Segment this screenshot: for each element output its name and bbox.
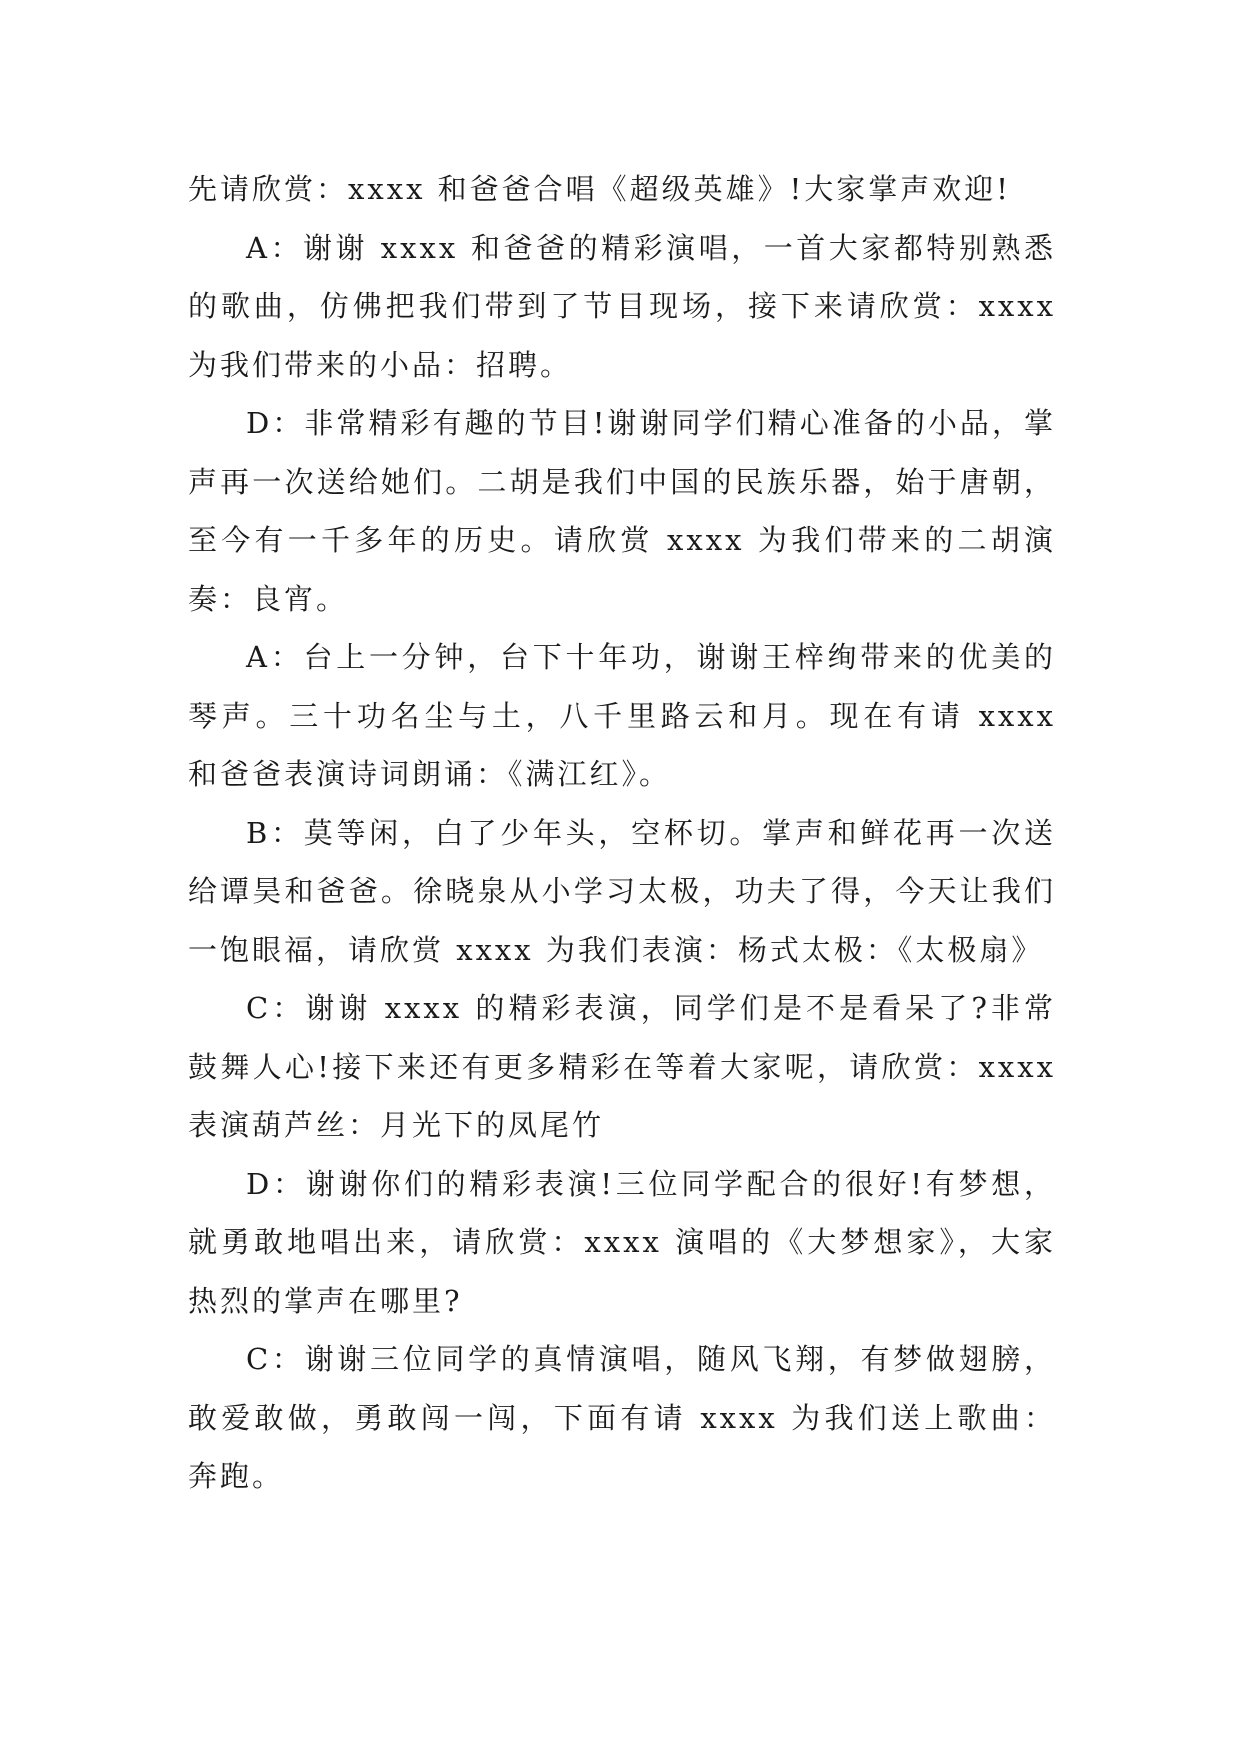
paragraph-2: A：谢谢 xxxx 和爸爸的精彩演唱，一首大家都特别熟悉的歌曲，仿佛把我们带到了节目现场，接下来请欣赏：xxxx 为我们带来的小品：招聘。	[188, 230, 1056, 382]
paragraph-8: C：谢谢三位同学的真情演唱，随风飞翔，有梦做翅膀，敢爱敢做，勇敢闯一闯，下面有请 xxxx 为我们送上歌曲：奔跑。	[188, 1342, 1056, 1493]
paragraph-5: B：莫等闲，白了少年头，空杯切。掌声和鲜花再一次送给谭昊和爸爸。徐晓泉从小学习太极，功夫了得，今天让我们一饱眼福，请欣赏 xxxx 为我们表演：杨式太极：《太极扇》	[188, 815, 1056, 967]
document-body	[188, 160, 1056, 1506]
paragraph-1: 先请欣赏：xxxx 和爸爸合唱《超级英雄》!大家掌声欢迎!	[188, 172, 1011, 206]
paragraph-6: C：谢谢 xxxx 的精彩表演，同学们是不是看呆了?非常鼓舞人心!接下来还有更多精彩在等着大家呢，请欣赏：xxxx 表演葫芦丝：月光下的凤尾竹	[188, 991, 1056, 1142]
paragraph-3: D：非常精彩有趣的节目!谢谢同学们精心准备的小品，掌声再一次送给她们。二胡是我们中国的民族乐器，始于唐朝，至今有一千多年的历史。请欣赏 xxxx 为我们带来的二胡演奏：良宵。	[188, 406, 1056, 616]
paragraph-4: A：台上一分钟，台下十年功，谢谢王梓绚带来的优美的琴声。三十功名尘与土，八千里路云和月。现在有请 xxxx 和爸爸表演诗词朗诵：《满江红》。	[188, 640, 1056, 791]
paragraph-7: D：谢谢你们的精彩表演!三位同学配合的很好!有梦想，就勇敢地唱出来，请欣赏：xxxx 演唱的《大梦想家》，大家热烈的掌声在哪里?	[188, 1166, 1056, 1318]
